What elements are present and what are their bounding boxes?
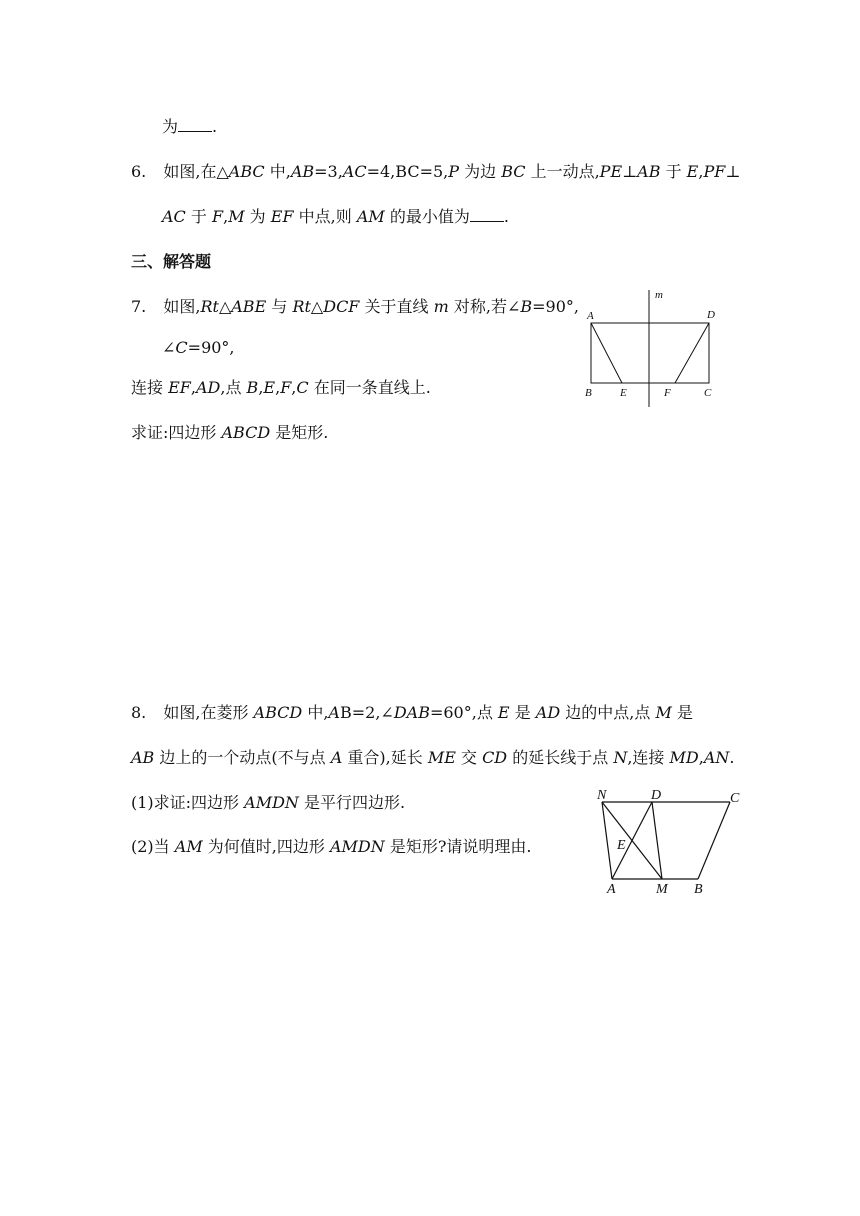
q7-figure [578,285,728,410]
q8-line-4 [131,837,532,857]
text: ⊥ [622,162,638,181]
text: △ [310,297,324,316]
math: BC [501,162,526,181]
text: 如图,在菱形 [163,703,254,722]
label-d: D [651,788,662,803]
text: , [291,378,297,397]
math: DCF [323,297,360,316]
text: 是 [509,703,536,722]
math: m [433,297,449,316]
text: , [275,378,281,397]
math: AN [703,748,730,767]
math: DAB [393,703,430,722]
text: 是平行四边形. [298,793,406,812]
text: 是矩形?请说明理由. [384,837,532,856]
math: A [330,748,343,767]
text: 上一动点, [525,162,600,181]
label-a: A [587,310,594,322]
math: Rt [200,297,219,316]
q5-answer-line [162,117,217,137]
question-number: 7. [131,297,147,316]
label-c: C [704,387,712,399]
math: MD [669,748,699,767]
text: 是 [671,703,693,722]
text: 为何值时,四边形 [202,837,330,856]
text: 求证:四边形 [131,423,222,442]
math: PF [703,162,726,181]
math: AC [162,207,186,226]
math: AD [535,703,561,722]
question-number: 8. [131,703,147,722]
math: AC [342,162,367,181]
math: N [613,748,628,767]
q6-line-2 [162,207,509,227]
text: 重合),延长 [342,748,428,767]
math: ABCD [221,423,271,442]
text: 的最小值为 [384,207,470,226]
text: 中点,则 [293,207,357,226]
text: , [190,378,196,397]
section-heading: 三、解答题 [131,252,212,271]
label-e: E [620,387,627,399]
math: C [296,378,309,397]
answer-blank [470,207,504,222]
math: ME [427,748,456,767]
q7-line-2 [162,338,235,358]
text: ,连接 [627,748,670,767]
label-m: m [655,289,663,301]
math: Rt [292,297,311,316]
math: B [246,378,259,397]
text: , [698,162,704,181]
text: =4,BC=5, [366,162,449,181]
math: P [448,162,459,181]
text: (1)求证:四边形 [131,793,245,812]
label-c: C [730,791,740,806]
text: , [698,748,704,767]
math: A [328,703,340,722]
text: 在同一条直线上. [308,378,431,397]
math: AB [637,162,661,181]
text: (2)当 [131,837,175,856]
text: 边的中点,点 [560,703,656,722]
math: B [520,297,533,316]
label-n: N [597,788,607,803]
q7-line-3 [131,378,431,398]
math: EF [168,378,191,397]
math: F [280,378,292,397]
text: 连接 [131,378,169,397]
text: 为 [244,207,271,226]
answer-blank [178,117,212,132]
math: AM [356,207,385,226]
label-b: B [694,882,703,897]
question-number: 6. [131,162,147,181]
label-d: D [707,309,715,321]
text: 于 [185,207,212,226]
text: ⊥ [725,162,741,181]
text: , [258,378,264,397]
text: 关于直线 [359,297,434,316]
text: , [223,207,229,226]
text: . [729,748,735,767]
q7-line-4 [131,423,328,443]
text: =90°, [532,297,579,316]
math: E [686,162,699,181]
q8-line-1 [131,703,693,723]
text: ,点 [220,378,247,397]
segment-df [675,323,709,383]
text: 为 [162,117,179,136]
text: =90°, [187,338,235,357]
math: PE [599,162,623,181]
text: 是矩形. [270,423,329,442]
math: EF [270,207,294,226]
text: . [212,117,218,136]
math: ABCD [253,703,303,722]
math: AM [174,837,203,856]
q6-line-1 [131,162,740,182]
q8-line-2 [131,748,734,768]
text: 于 [660,162,687,181]
math: E [497,703,510,722]
q8-figure [590,782,760,902]
math: M [228,207,245,226]
text: ∠ [162,338,176,357]
q7-line-1 [131,297,579,317]
text: △ [218,297,232,316]
math: AB [131,748,155,767]
math: AMDN [329,837,385,856]
math: ABC [228,162,265,181]
math: AMDN [244,793,299,812]
math: ABE [231,297,267,316]
math: M [655,703,672,722]
math: AD [195,378,221,397]
label-a: A [607,882,616,897]
text: =60°,点 [429,703,498,722]
text: 如图,在△ [163,162,229,181]
q8-line-3 [131,793,405,813]
math: F [211,207,224,226]
text: 边上的一个动点(不与点 [154,748,331,767]
text: 为边 [459,162,502,181]
text: 与 [266,297,293,316]
text: 如图, [163,297,201,316]
label-m: M [656,882,668,897]
text: 的延长线于点 [507,748,614,767]
math: E [263,378,276,397]
text: =3, [314,162,343,181]
math: C [175,338,188,357]
label-b: B [585,387,592,399]
math: AB [290,162,315,181]
rectangle-abcd [591,323,709,383]
text: 中, [264,162,291,181]
text: 对称,若∠ [448,297,521,316]
text: 交 [455,748,483,767]
label-f: F [664,387,671,399]
text: . [503,207,509,226]
text: B=2,∠ [339,703,394,722]
math: CD [482,748,508,767]
segment-ae [591,323,622,383]
text: 中, [302,703,329,722]
label-e: E [617,838,626,853]
segment-bc [698,802,730,879]
